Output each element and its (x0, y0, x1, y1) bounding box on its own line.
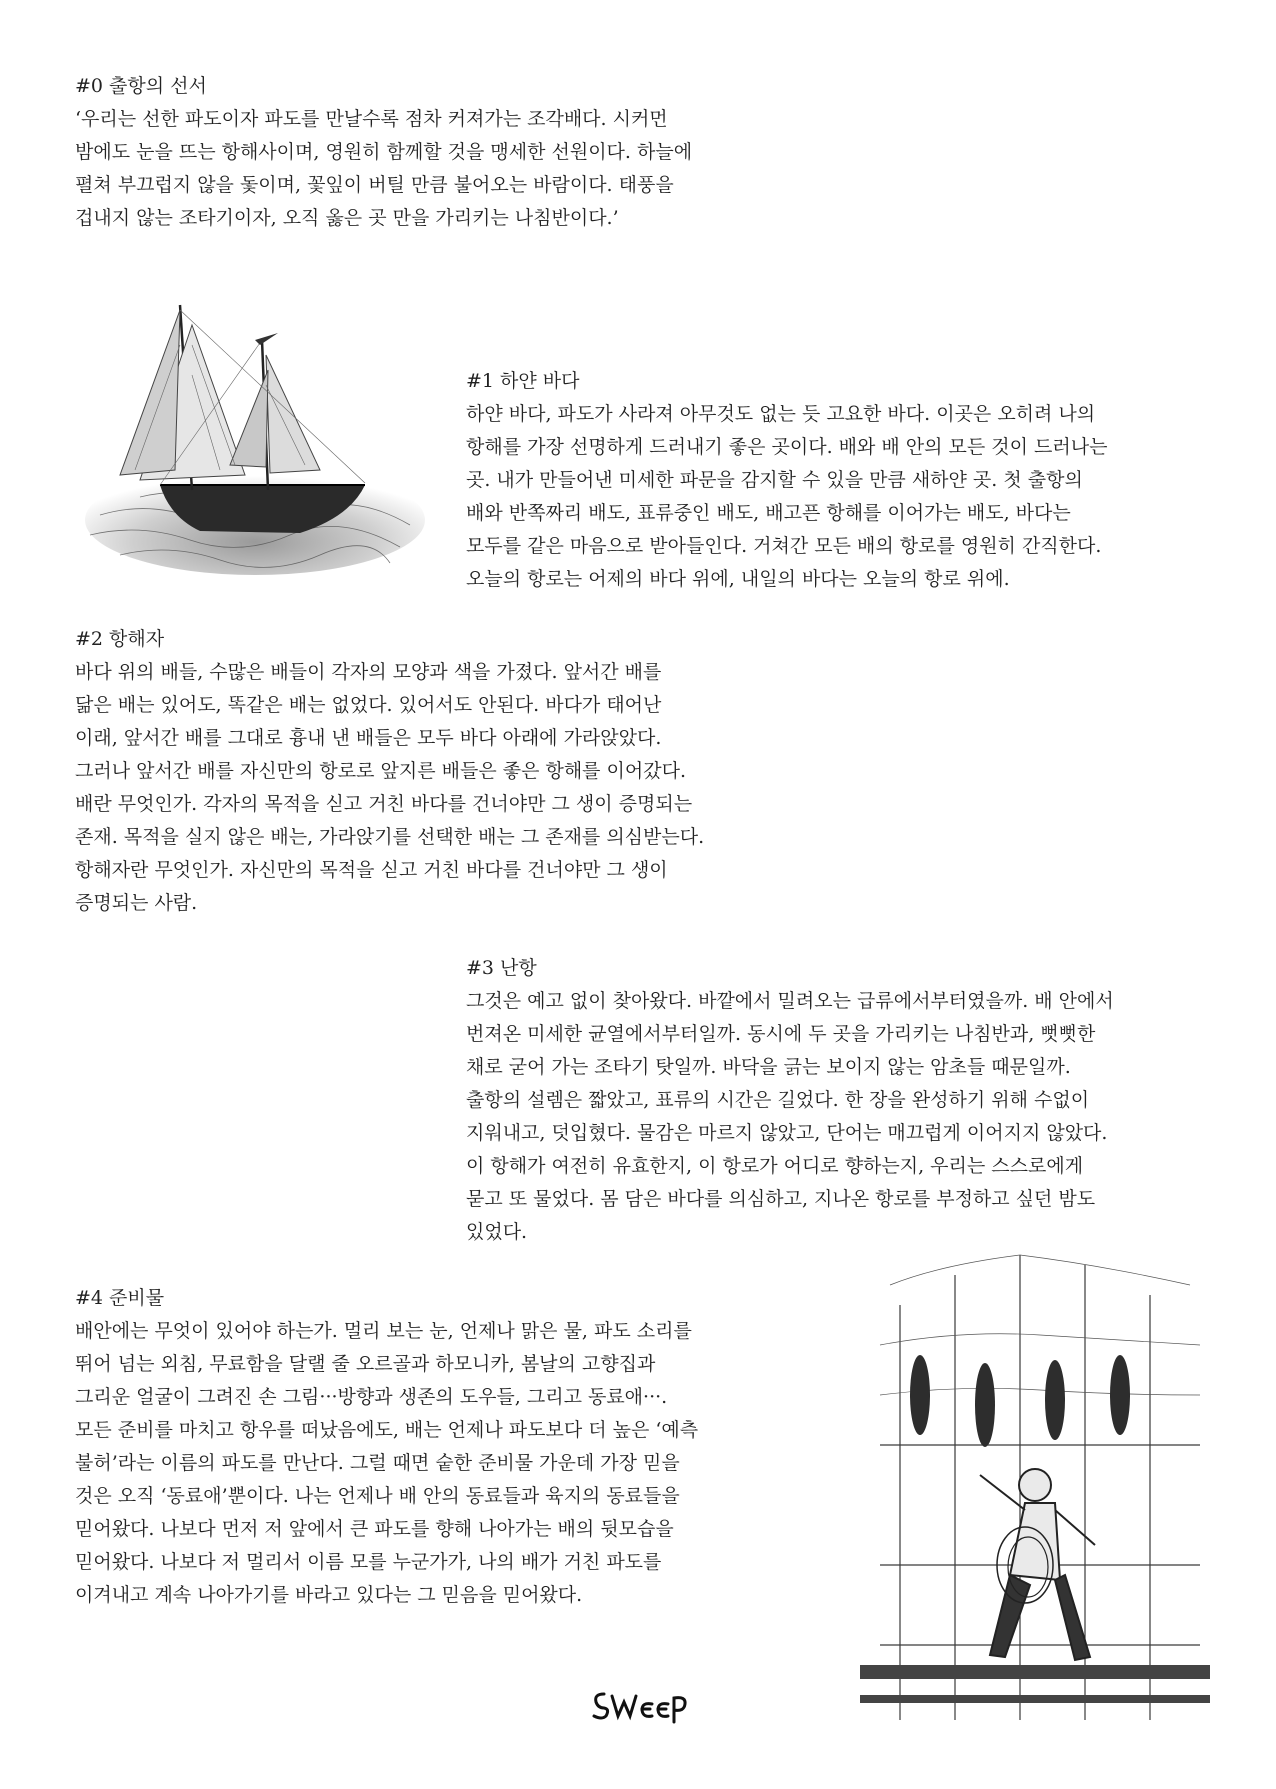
text-line: 모든 준비를 마치고 항우를 떠났음에도, 배는 언제나 파도보다 더 높은 ‘예측 (75, 1419, 699, 1441)
text-line: 배와 반쪽짜리 배도, 표류중인 배도, 배고픈 항해를 이어가는 배도, 바다는 (466, 502, 1071, 524)
text-line: 이겨내고 계속 나아가기를 바라고 있다는 그 믿음을 믿어왔다. (75, 1584, 583, 1606)
section-body (75, 656, 815, 920)
text-line: 그것은 예고 없이 찾아왔다. 바깥에서 밀려오는 급류에서부터였을까. 배 안에서 (466, 990, 1114, 1012)
section-title: #2 항해자 (75, 628, 165, 650)
text-line: 항해자란 무엇인가. 자신만의 목적을 싣고 거친 바다를 건너야만 그 생이 (75, 859, 668, 881)
text-line: 믿어왔다. 나보다 먼저 저 앞에서 큰 파도를 향해 나아가는 배의 뒷모습을 (75, 1518, 674, 1540)
sweep-logo (590, 1682, 690, 1724)
text-line: 곳. 내가 만들어낸 미세한 파문을 감지할 수 있을 만큼 새하얀 곳. 첫 출항의 (466, 469, 1083, 491)
text-line: 채로 굳어 가는 조타기 탓일까. 바닥을 긁는 보이지 않는 암초들 때문일까. (466, 1056, 1071, 1078)
section-white-sea (466, 365, 1226, 596)
text-line: 배란 무엇인가. 각자의 목적을 싣고 거친 바다를 건너야만 그 생이 증명되는 (75, 793, 693, 815)
section-title: #0 출항의 선서 (75, 75, 207, 97)
section-body (466, 398, 1226, 596)
text-line: 그리운 얼굴이 그려진 손 그림···방향과 생존의 도우들, 그리고 동료애···. (75, 1386, 668, 1408)
text-line: 믿어왔다. 나보다 저 멀리서 이름 모를 누군가가, 나의 배가 거친 파도를 (75, 1551, 662, 1573)
text-line: 불허’라는 이름의 파도를 만난다. 그럴 때면 숱한 준비물 가운데 가장 믿을 (75, 1452, 680, 1474)
text-line: 하얀 바다, 파도가 사라져 아무것도 없는 듯 고요한 바다. 이곳은 오히려 나의 (466, 403, 1096, 425)
section-body (466, 985, 1226, 1249)
text-line: 바다 위의 배들, 수많은 배들이 각자의 모양과 색을 가졌다. 앞서간 배를 (75, 661, 662, 683)
section-body (75, 1315, 815, 1612)
text-line: 항해를 가장 선명하게 드러내기 좋은 곳이다. 배와 배 안의 모든 것이 드러나는 (466, 436, 1108, 458)
text-line: 닮은 배는 있어도, 똑같은 배는 없었다. 있어서도 안된다. 바다가 태어난 (75, 694, 662, 716)
text-line: 이래, 앞서간 배를 그대로 흉내 낸 배들은 모두 바다 아래에 가라앉았다. (75, 727, 662, 749)
text-line: 증명되는 사람. (75, 892, 198, 914)
text-line: 모두를 같은 마음으로 받아들인다. 거쳐간 모든 배의 항로를 영원히 간직한다. (466, 535, 1102, 557)
text-line: 배안에는 무엇이 있어야 하는가. 멀리 보는 눈, 언제나 맑은 물, 파도 소리를 (75, 1320, 692, 1342)
sailor-climbing-rigging-illustration (860, 1245, 1210, 1720)
section-title: #3 난항 (466, 957, 537, 979)
text-line: 존재. 목적을 실지 않은 배는, 가라앉기를 선택한 배는 그 존재를 의심받는다. (75, 826, 705, 848)
text-line: 그러나 앞서간 배를 자신만의 항로로 앞지른 배들은 좋은 항해를 이어갔다. (75, 760, 687, 782)
text-line: 오늘의 항로는 어제의 바다 위에, 내일의 바다는 오늘의 항로 위에. (466, 568, 1010, 590)
section-navigator (75, 623, 815, 920)
sailing-ship-illustration (80, 285, 425, 580)
section-oath (75, 70, 795, 235)
section-supplies (75, 1282, 815, 1612)
section-rough-voyage (466, 952, 1226, 1249)
section-title: #4 준비물 (75, 1287, 165, 1309)
text-line: 번져온 미세한 균열에서부터일까. 동시에 두 곳을 가리키는 나침반과, 뻣뻣한 (466, 1023, 1096, 1045)
text-line: 펼쳐 부끄럽지 않을 돛이며, 꽃잎이 버틸 만큼 불어오는 바람이다. 태풍을 (75, 174, 674, 196)
sweep-logo-mark (590, 1682, 690, 1724)
text-line: 겁내지 않는 조타기이자, 오직 옳은 곳 만을 가리키는 나침반이다.’ (75, 207, 619, 229)
section-title: #1 하얀 바다 (466, 370, 580, 392)
text-line: ‘우리는 선한 파도이자 파도를 만날수록 점차 커져가는 조각배다. 시커먼 (75, 108, 668, 130)
text-line: 묻고 또 물었다. 몸 담은 바다를 의심하고, 지나온 항로를 부정하고 싶던 밤도 (466, 1188, 1096, 1210)
text-line: 뛰어 넘는 외침, 무료함을 달랠 줄 오르골과 하모니카, 봄날의 고향집과 (75, 1353, 656, 1375)
section-body (75, 103, 795, 235)
text-line: 있었다. (466, 1221, 528, 1243)
text-line: 밤에도 눈을 뜨는 항해사이며, 영원히 함께할 것을 맹세한 선원이다. 하늘에 (75, 141, 693, 163)
text-line: 이 항해가 여전히 유효한지, 이 항로가 어디로 향하는지, 우리는 스스로에게 (466, 1155, 1084, 1177)
text-line: 지워내고, 덧입혔다. 물감은 마르지 않았고, 단어는 매끄럽게 이어지지 않았다. (466, 1122, 1108, 1144)
text-line: 출항의 설렘은 짧았고, 표류의 시간은 길었다. 한 장을 완성하기 위해 수없이 (466, 1089, 1090, 1111)
text-line: 것은 오직 ‘동료애’뿐이다. 나는 언제나 배 안의 동료들과 육지의 동료들을 (75, 1485, 680, 1507)
